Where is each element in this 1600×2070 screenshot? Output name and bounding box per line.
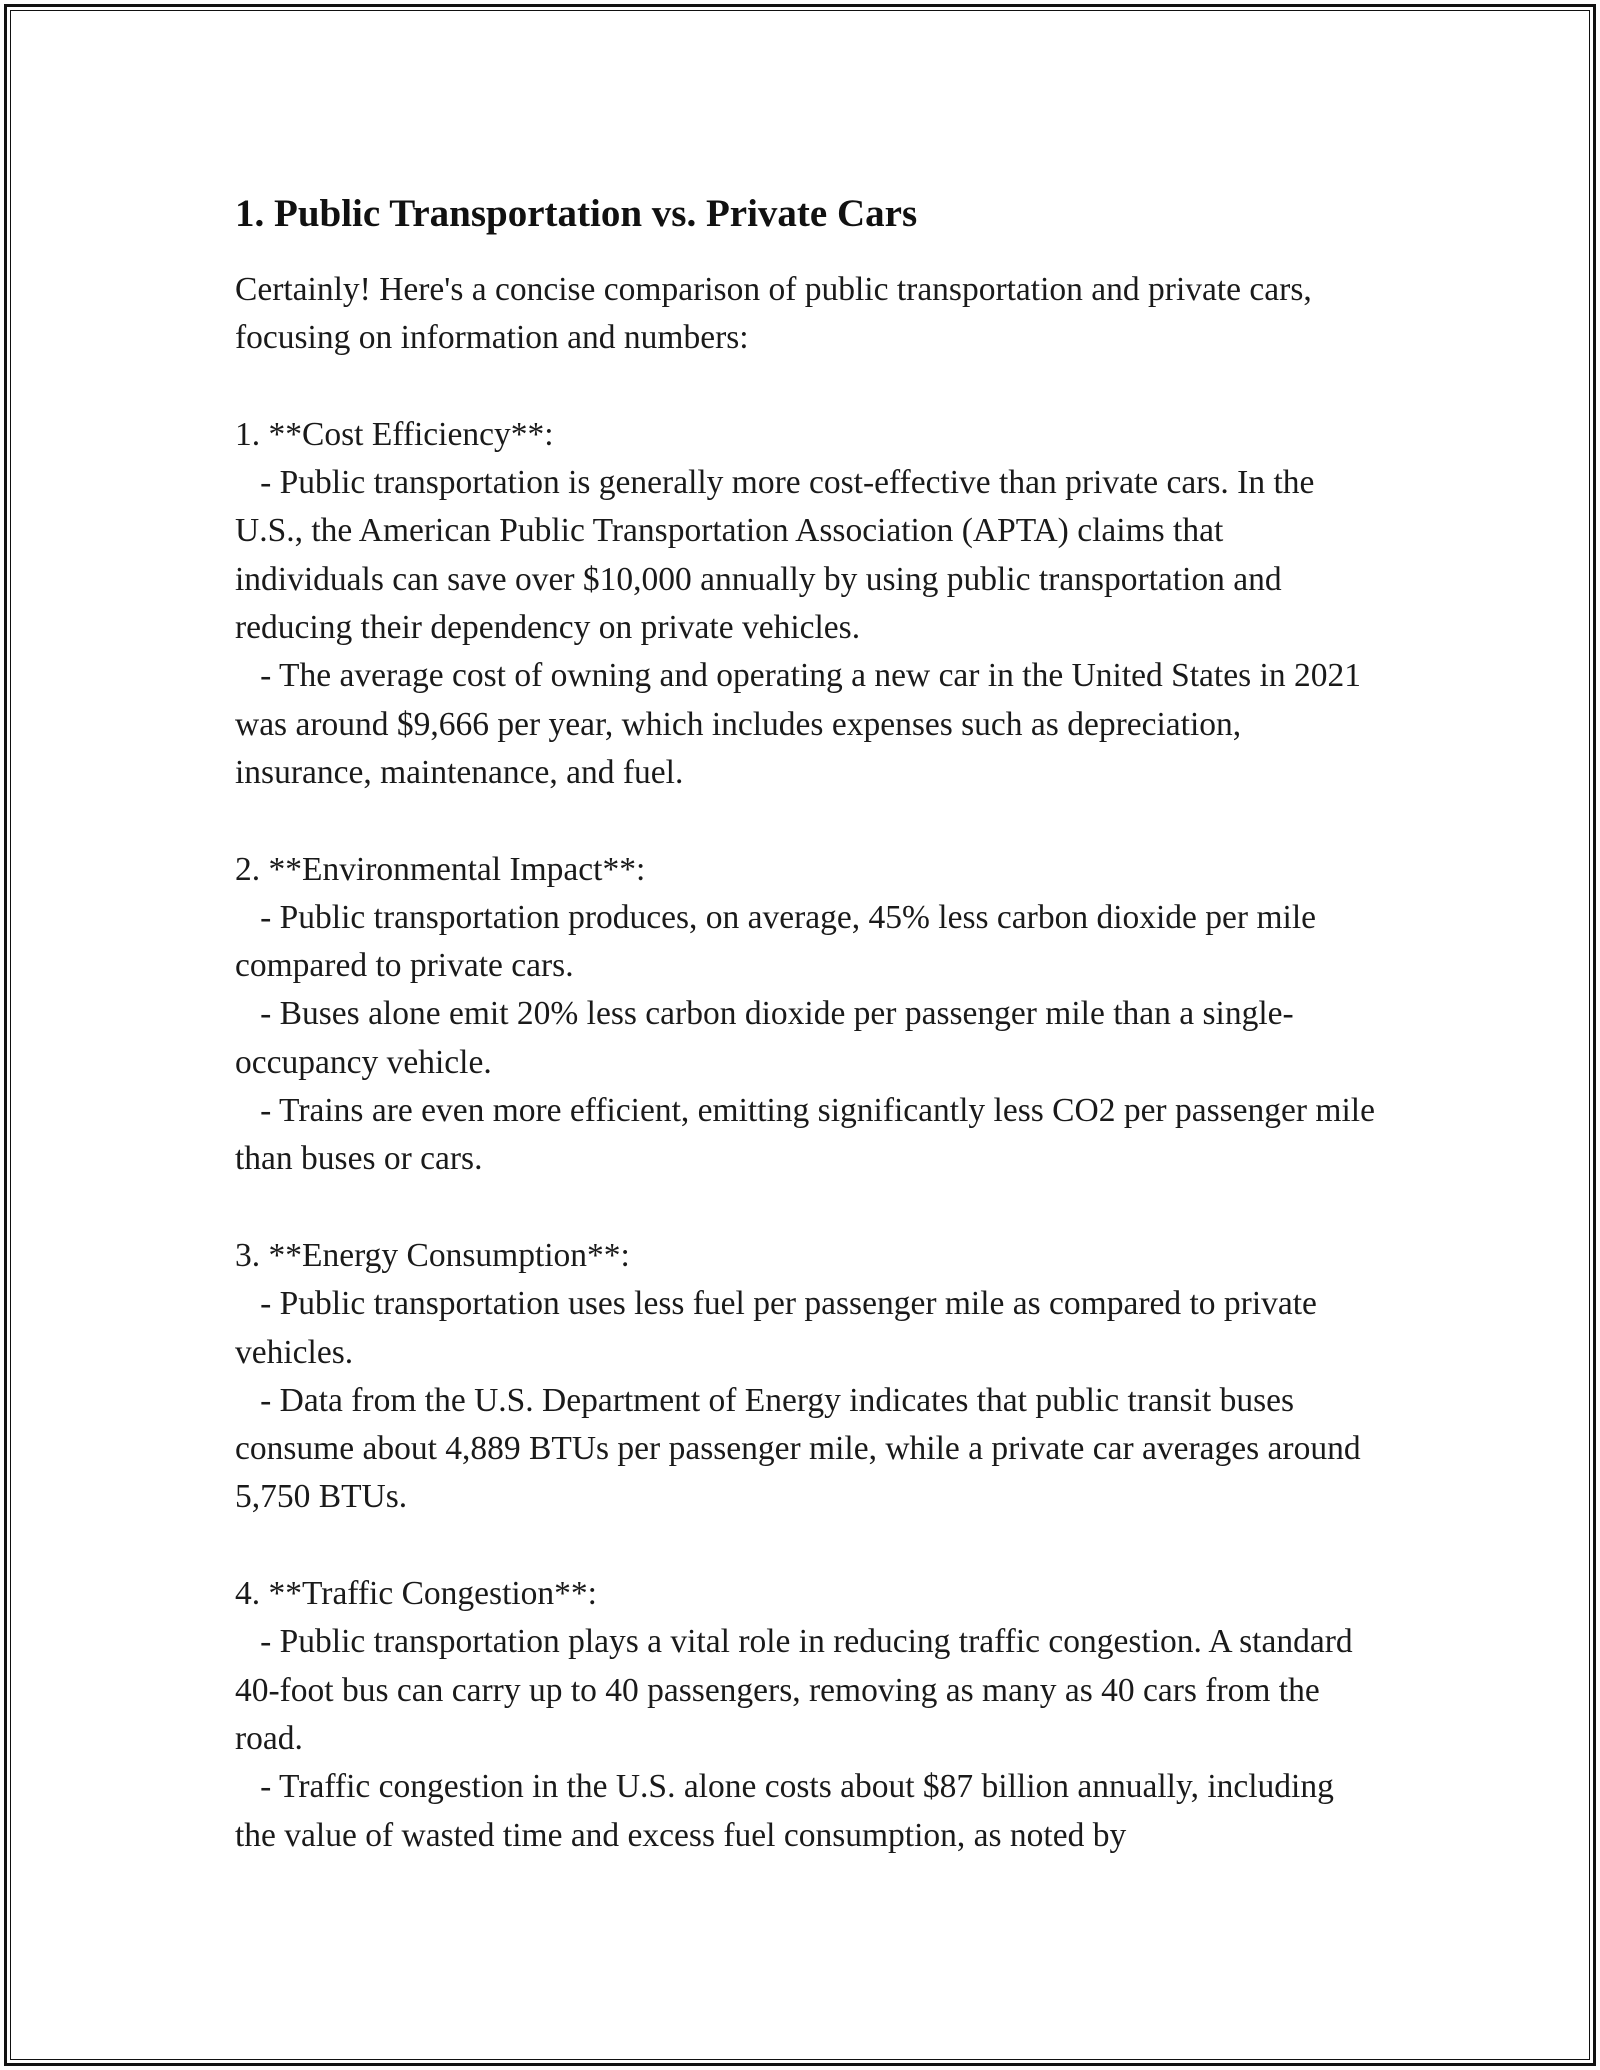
section-bullet: - Traffic congestion in the U.S. alone costs about $87 billion annually, including the value of wasted time and excess fuel consumption, as noted by — [235, 1768, 1343, 1854]
section-heading: 3. **Energy Consumption**: — [235, 1236, 630, 1274]
section-heading: 1. **Cost Efficiency**: — [235, 415, 554, 453]
section-environmental-impact — [235, 846, 1384, 1184]
paragraph-gap — [235, 1522, 1375, 1570]
section-cost-efficiency — [235, 411, 1375, 797]
section-bullet: - Public transportation uses less fuel per passenger mile as compared to private vehicles. — [235, 1285, 1326, 1371]
paragraph-gap — [235, 797, 1375, 845]
section-bullet: - The average cost of owning and operating a new car in the United States in 2021 was around $9,666 per year, which includes expenses such as depreciation, insurance, maintenance, and fuel. — [235, 657, 1370, 791]
section-energy-consumption — [235, 1232, 1375, 1522]
section-bullet: - Public transportation plays a vital role in reducing traffic congestion. A standard 40-foot bus can carry up to 40 passengers, removing as many as 40 cars from the road. — [235, 1623, 1362, 1757]
document-body — [235, 188, 1384, 1860]
section-bullet: - Trains are even more efficient, emitting significantly less CO2 per passenger mile than buses or cars. — [235, 1092, 1384, 1178]
document-title: 1. Public Transportation vs. Private Cars — [235, 192, 918, 235]
paragraph-gap — [235, 363, 1375, 411]
intro-paragraph: Certainly! Here's a concise comparison of public transportation and private cars, focusing on information and numbers: — [235, 271, 1321, 357]
section-heading: 4. **Traffic Congestion**: — [235, 1575, 597, 1613]
section-heading: 2. **Environmental Impact**: — [235, 850, 646, 888]
section-bullet: - Public transportation produces, on average, 45% less carbon dioxide per mile compared to private cars. — [235, 898, 1325, 985]
paragraph-gap — [235, 1184, 1375, 1232]
section-bullet: - Public transportation is generally more cost-effective than private cars. In the U.S., the American Public Transportation Association (APTA) claims that individuals can save over $10,000 annually by using public transportation and reducing their dependency on private vehicles. — [235, 464, 1323, 647]
section-bullet: - Data from the U.S. Department of Energy indicates that public transit buses consume about 4,889 BTUs per passenger mile, while a private car averages around 5,750 BTUs. — [235, 1381, 1369, 1516]
section-traffic-congestion — [235, 1570, 1375, 1860]
section-bullet: - Buses alone emit 20% less carbon dioxide per passenger mile than a single-occupancy vehicle. — [235, 995, 1294, 1081]
